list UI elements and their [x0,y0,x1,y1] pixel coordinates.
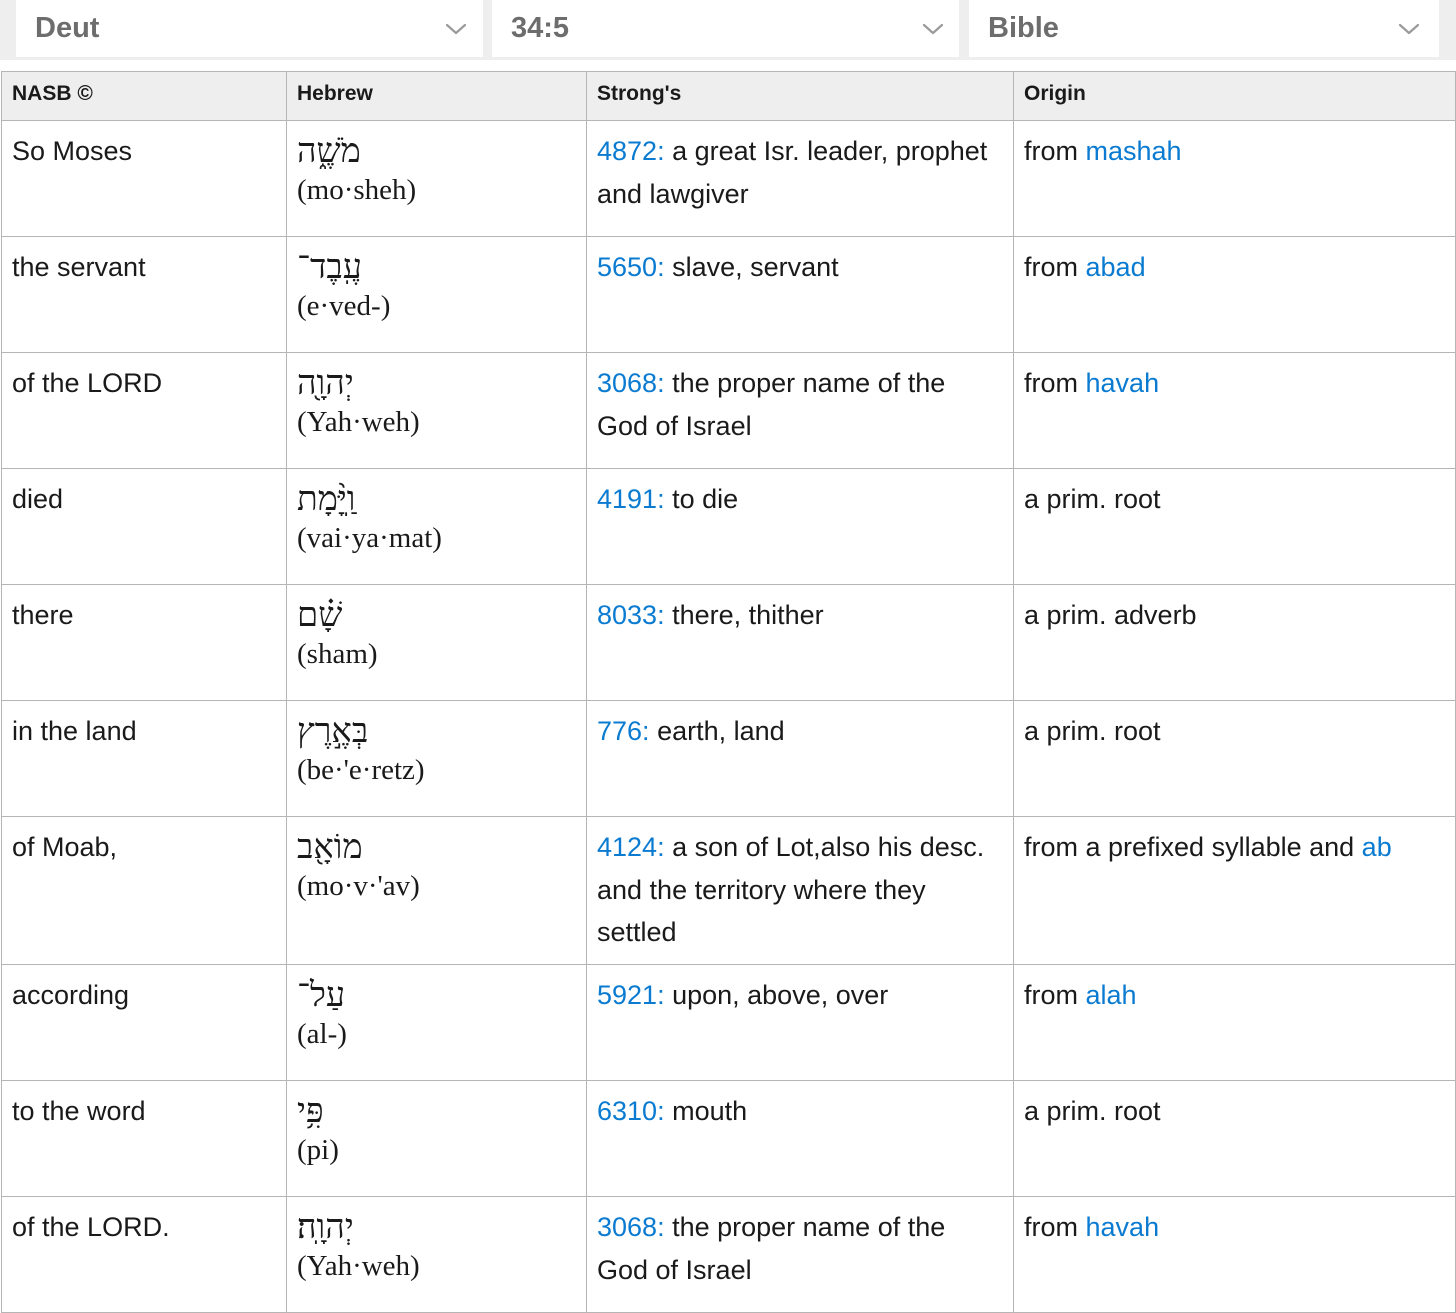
english-cell: of the LORD. [2,1197,287,1313]
strongs-cell [587,1197,1014,1313]
column-header-nasb: NASB © [2,72,287,121]
origin-cell [1014,1081,1456,1197]
table-row [2,701,1456,817]
strongs-definition: upon, above, over [664,980,889,1010]
interlinear-table [1,71,1456,1313]
strongs-number-link[interactable]: 3068: [597,368,665,398]
hebrew-word: יְהוָ֖ה [297,363,354,403]
strongs-cell [587,1081,1014,1197]
table-row [2,469,1456,585]
hebrew-cell [287,965,587,1081]
origin-cell [1014,817,1456,965]
hebrew-word: מוֹאָ֖ב [297,827,363,867]
hebrew-cell [287,121,587,237]
origin-cell [1014,585,1456,701]
strongs-definition: a great Isr. leader, prophet and lawgiver [597,136,988,209]
strongs-cell [587,237,1014,353]
hebrew-word: עַל־ [297,975,346,1015]
selector-bar [0,0,1456,60]
strongs-definition: slave, servant [664,252,839,282]
column-header-origin: Origin [1014,72,1456,121]
transliteration: (mo·v·'av) [297,870,420,902]
hebrew-word: בְּאֶ֣רֶץ [297,711,369,751]
hebrew-cell [287,1081,587,1197]
origin-link[interactable]: havah [1085,368,1160,398]
table-row [2,585,1456,701]
table-row [2,1081,1456,1197]
table-row [2,237,1456,353]
hebrew-cell [287,237,587,353]
origin-link[interactable]: abad [1085,252,1146,282]
origin-text: from [1024,252,1086,282]
strongs-number-link[interactable]: 5650: [597,252,665,282]
strongs-cell [587,965,1014,1081]
verse-select-value: 34:5 [511,12,570,44]
hebrew-cell [287,1197,587,1313]
column-header-strongs: Strong's [587,72,1014,121]
strongs-definition: to die [664,484,739,514]
transliteration: (be·'e·retz) [297,754,425,786]
strongs-cell [587,701,1014,817]
hebrew-word: וַֽיָּ֨מָת [297,479,356,519]
hebrew-word: יְהוָֽה׃ [297,1207,354,1247]
origin-cell [1014,237,1456,353]
origin-link[interactable]: alah [1085,980,1137,1010]
table-row [2,353,1456,469]
transliteration: (Yah·weh) [297,406,420,438]
english-cell: in the land [2,701,287,817]
origin-text: from [1024,980,1086,1010]
strongs-cell [587,817,1014,965]
transliteration: (al-) [297,1018,347,1050]
hebrew-word: שָׁ֗ם [297,595,343,635]
version-select-value: Bible [988,12,1059,44]
origin-text: a prim. root [1024,484,1161,514]
transliteration: (Yah·weh) [297,1250,420,1282]
english-cell: to the word [2,1081,287,1197]
strongs-number-link[interactable]: 776: [597,716,650,746]
transliteration: (mo·sheh) [297,174,417,206]
chevron-down-icon [921,17,945,41]
strongs-definition: there, thither [664,600,824,630]
origin-text: from [1024,136,1086,166]
verse-select[interactable] [492,0,959,57]
strongs-number-link[interactable]: 4191: [597,484,665,514]
origin-cell [1014,469,1456,585]
origin-cell [1014,701,1456,817]
hebrew-word: מֹשֶׁ֑ה [297,131,361,171]
strongs-definition: a son of Lot,also his desc. and the territory where they settled [597,832,985,947]
table-row [2,965,1456,1081]
hebrew-cell [287,817,587,965]
english-cell: of the LORD [2,353,287,469]
transliteration: (pi) [297,1134,339,1166]
strongs-number-link[interactable]: 4872: [597,136,665,166]
table-row [2,1197,1456,1313]
strongs-definition: the proper name of the God of Israel [597,368,946,441]
column-header-hebrew: Hebrew [287,72,587,121]
english-cell: of Moab, [2,817,287,965]
english-cell: the servant [2,237,287,353]
origin-text: from [1024,1212,1086,1242]
hebrew-word: פִּ֥י [297,1091,324,1131]
strongs-number-link[interactable]: 4124: [597,832,665,862]
english-cell: there [2,585,287,701]
origin-cell [1014,1197,1456,1313]
book-select-value: Deut [35,12,100,44]
strongs-number-link[interactable]: 8033: [597,600,665,630]
origin-cell [1014,121,1456,237]
english-cell: died [2,469,287,585]
strongs-cell [587,585,1014,701]
strongs-number-link[interactable]: 5921: [597,980,665,1010]
origin-text: from [1024,368,1086,398]
origin-link[interactable]: ab [1361,832,1392,862]
hebrew-cell [287,701,587,817]
chevron-down-icon [444,17,468,41]
transliteration: (vai·ya·mat) [297,522,442,554]
hebrew-word: עֶֽבֶד־ [297,247,362,287]
table-header-row [2,72,1456,121]
origin-text: a prim. adverb [1024,600,1197,630]
origin-cell [1014,965,1456,1081]
origin-link[interactable]: havah [1085,1212,1160,1242]
transliteration: (e·ved-) [297,290,391,322]
strongs-definition: mouth [664,1096,748,1126]
hebrew-cell [287,469,587,585]
table-row [2,121,1456,237]
version-select[interactable] [969,0,1439,57]
book-select[interactable] [16,0,483,57]
english-cell: according [2,965,287,1081]
chevron-down-icon [1397,17,1421,41]
strongs-definition: the proper name of the God of Israel [597,1212,946,1285]
origin-text: a prim. root [1024,1096,1161,1126]
strongs-definition: earth, land [649,716,785,746]
origin-link[interactable]: mashah [1085,136,1182,166]
hebrew-cell [287,353,587,469]
strongs-number-link[interactable]: 3068: [597,1212,665,1242]
origin-text: from a prefixed syllable and [1024,832,1362,862]
strongs-cell [587,121,1014,237]
strongs-number-link[interactable]: 6310: [597,1096,665,1126]
origin-text: a prim. root [1024,716,1161,746]
origin-cell [1014,353,1456,469]
hebrew-cell [287,585,587,701]
table-row [2,817,1456,965]
strongs-cell [587,353,1014,469]
strongs-cell [587,469,1014,585]
transliteration: (sham) [297,638,378,670]
english-cell: So Moses [2,121,287,237]
